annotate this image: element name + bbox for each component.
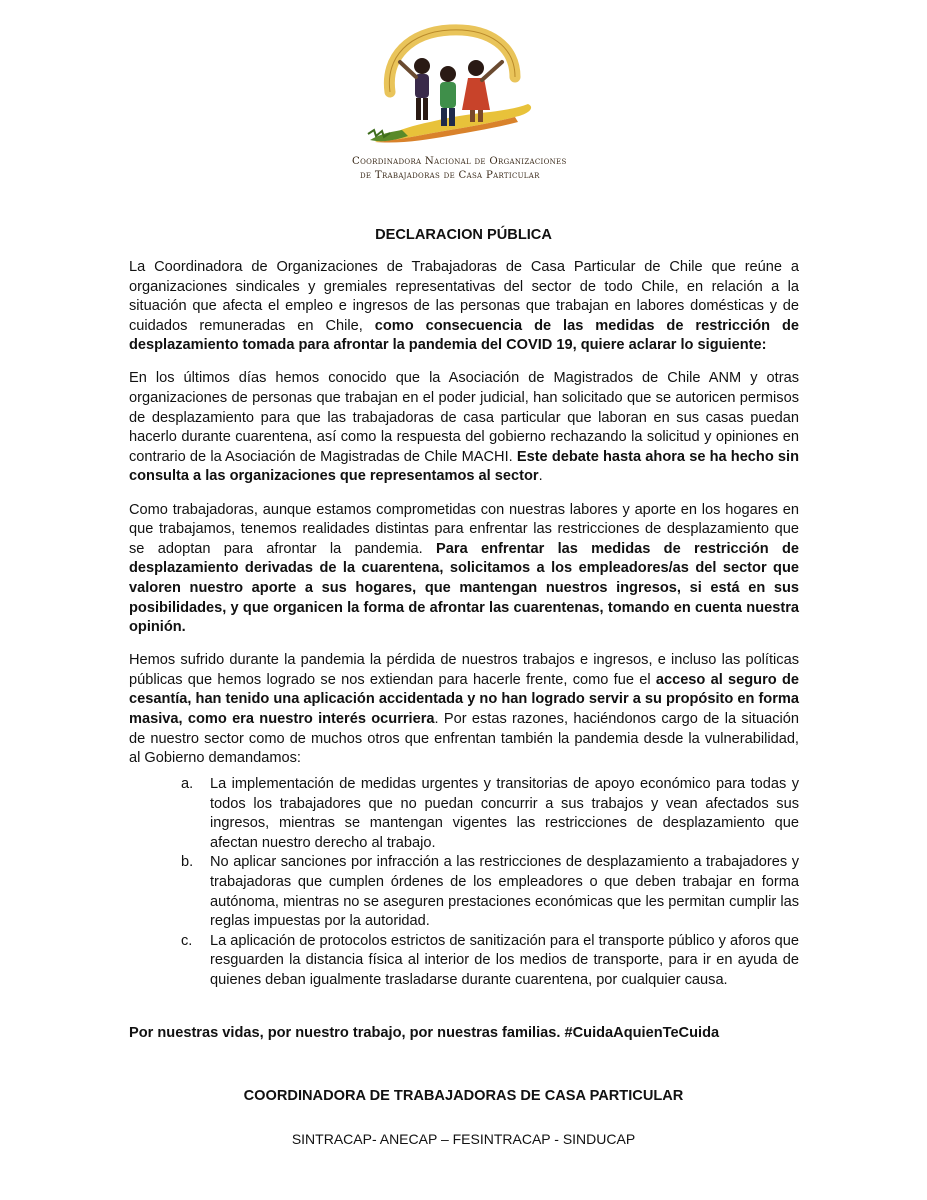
paragraph-1-text: La Coordinadora de Organizaciones de Trabajadoras de Casa Particular de Chile que reúne a organizaciones sindicales y gremiales representativas del sector de todo Chile, en relación a la situación que afecta el empleo e ingresos de las personas que trabajan en labores domésticas y de cuidados remuneradas en Chile, xyxy=(129,259,799,334)
document-title: DECLARACION PÚBLICA xyxy=(375,227,552,243)
paragraph-1 xyxy=(129,258,799,356)
paragraph-4-bold: acceso al seguro de cesantía, han tenido una aplicación accidentada y no han logrado servir a su propósito en forma masiva, como era nuestro interés ocurriera xyxy=(129,671,799,727)
paragraph-2-tail: . xyxy=(538,468,543,485)
demand-letter: b. xyxy=(181,854,194,871)
demand-text: No aplicar sanciones por infracción a las restricciones de desplazamiento a trabajadores y trabajadoras que cumplen órdenes de los empleadores o que deben trabajar en forma autónoma, mientras no se aseguren prestaciones económicas que les permitan cumplir las reglas impuestas por la autoridad. xyxy=(210,854,799,930)
demand-letter: a. xyxy=(181,776,194,792)
closing-slogan: Por nuestras vidas, por nuestro trabajo, por nuestras familias. #CuidaAquienTeCuida xyxy=(129,1025,720,1041)
demand-item xyxy=(129,932,799,991)
organization-logo xyxy=(330,22,580,187)
paragraph-2-bold: Este debate hasta ahora se ha hecho sin consulta a las organizaciones que representamos al sector xyxy=(129,448,799,485)
paragraph-3 xyxy=(129,501,799,638)
signatory-organization: COORDINADORA DE TRABAJADORAS DE CASA PARTICULAR xyxy=(243,1088,684,1104)
document-body xyxy=(129,258,799,782)
paragraph-4-text: Hemos sufrido durante la pandemia la pérdida de nuestros trabajos e ingresos, e incluso las políticas públicas que hemos logrado se nos extiendan para hacerle frente, como fue el xyxy=(129,652,799,688)
paragraph-4-tail: . Por estas razones, haciéndonos cargo de la situación de nuestro sector como de muchos otros que enfrentan también la pandemia desde la vulnerabilidad, al Gobierno demandamos: xyxy=(129,710,799,767)
member-unions: SINTRACAP- ANECAP – FESINTRACAP - SINDUCAP xyxy=(291,1131,636,1147)
paragraph-3-text: Como trabajadoras, aunque estamos comprometidas con nuestras labores y aporte en los hogares en que trabajamos, tenemos realidades distintas para enfrentar las restricciones de desplazamiento que se adoptan para afrontar la pandemia. xyxy=(129,501,799,557)
logo-text-line-2: de Trabajadoras de Casa Particular xyxy=(360,170,540,181)
demand-text: La implementación de medidas urgentes y transitorias de apoyo económico para todas y todos los trabajadores que no puedan concurrir a sus trabajos y vean afectados sus ingresos, mientras se mantengan vigentes las restricciones de desplazamiento que afectan nuestro derecho al trabajo. xyxy=(210,776,799,851)
paragraph-4 xyxy=(129,651,799,769)
logo-illustration xyxy=(330,22,580,157)
paragraph-3-bold: Para enfrentar las medidas de restricción de desplazamiento derivadas de la cuarentena, solicitamos a los empleadores/as del sector que valoren nuestro aporte a sus hogares, que mantengan nuestros ingresos, si está en sus posibilidades, y que organicen la forma de afrontar las cuarentenas, tomando en cuenta nuestra opinión. xyxy=(129,540,799,636)
demand-item xyxy=(129,853,799,931)
logo-text-line-1: Coordinadora Nacional de Organizaciones xyxy=(352,156,567,167)
paragraph-1-bold: como consecuencia de las medidas de restricción de desplazamiento tomada para afrontar la pandemia del COVID 19, quiere aclarar lo siguiente: xyxy=(129,317,799,354)
demand-item xyxy=(129,775,799,853)
paragraph-2 xyxy=(129,369,799,487)
demand-letter: c. xyxy=(181,932,193,949)
demands-list xyxy=(129,775,799,991)
paragraph-2-text: En los últimos días hemos conocido que la Asociación de Magistrados de Chile ANM y otras organizaciones de personas que trabajan en el poder judicial, han solicitado que se autoricen permisos de desplazamiento para que las trabajadoras de casa particular que laboran en sus casas puedan hacerlo durante cuarentena, así como la respuesta del gobierno rechazando la solicitud y opiniones en contrario de la Asociación de Magistradas de Chile MACHI. xyxy=(129,370,799,465)
demand-text: La aplicación de protocolos estrictos de sanitización para el transporte público y aforos que resguarden la distancia física al interior de los medios de transporte, para ir en ayuda de quienes deban igualmente trasladarse durante cuarentena, por cualquier causa. xyxy=(210,932,799,988)
